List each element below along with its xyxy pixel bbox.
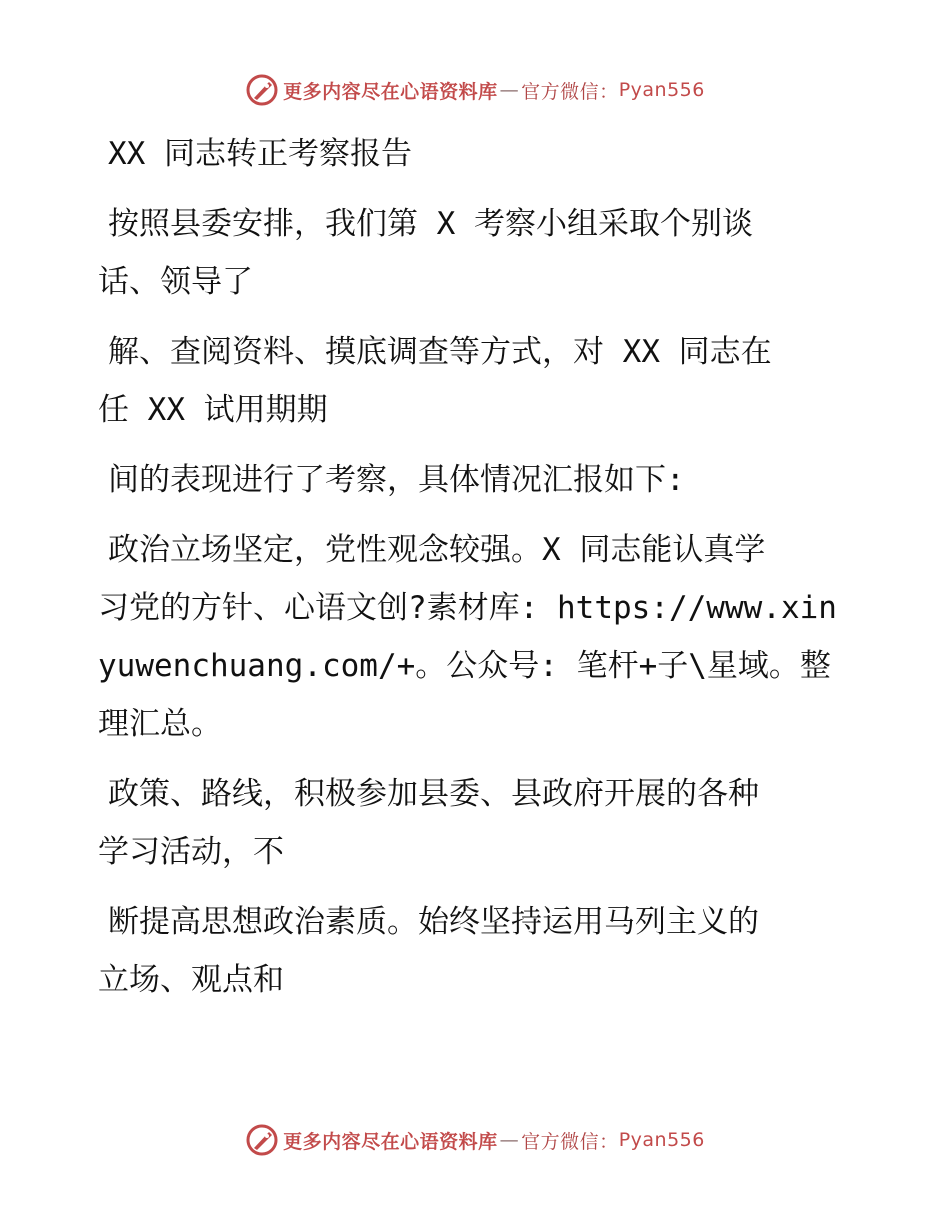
watermark-separator: —: [499, 1129, 520, 1151]
watermark-id: Pyan556: [618, 1129, 705, 1151]
text-line: 立场、观点和: [98, 962, 284, 998]
text-line: 学习活动，不: [98, 834, 284, 870]
document-title: XX 同志转正考察报告: [108, 136, 412, 172]
text-line: yuwenchuang.com/+。公众号: 笔杆+子\星域。整: [98, 648, 831, 684]
watermark-brand: 更多内容尽在心语资料库: [283, 80, 498, 103]
watermark-separator: —: [499, 79, 520, 101]
header-watermark: [0, 70, 950, 110]
text-line: 间的表现进行了考察，具体情况汇报如下:: [108, 462, 685, 498]
text-line: 政治立场坚定，党性观念较强。X 同志能认真学: [108, 532, 766, 568]
text-line: 断提高思想政治素质。始终坚持运用马列主义的: [108, 904, 759, 940]
text-line: 任 XX 试用期期: [98, 392, 328, 428]
text-line: 习党的方针、心语文创?素材库: https://www.xin: [98, 590, 837, 626]
quill-circle-icon: [245, 73, 279, 107]
watermark-label: 官方微信：: [521, 80, 619, 103]
text-line: 理汇总。: [98, 706, 222, 742]
text-line: 话、领导了: [98, 264, 253, 300]
footer-watermark: [0, 1120, 950, 1160]
watermark-brand: 更多内容尽在心语资料库: [283, 1130, 498, 1153]
watermark-id: Pyan556: [618, 79, 705, 101]
text-line: 解、查阅资料、摸底调查等方式，对 XX 同志在: [108, 334, 772, 370]
watermark-label: 官方微信：: [521, 1130, 619, 1153]
quill-circle-icon: [245, 1123, 279, 1157]
text-line: 按照县委安排，我们第 X 考察小组采取个别谈: [108, 206, 753, 242]
document-body: [98, 125, 858, 1009]
text-line: 政策、路线，积极参加县委、县政府开展的各种: [108, 776, 759, 812]
